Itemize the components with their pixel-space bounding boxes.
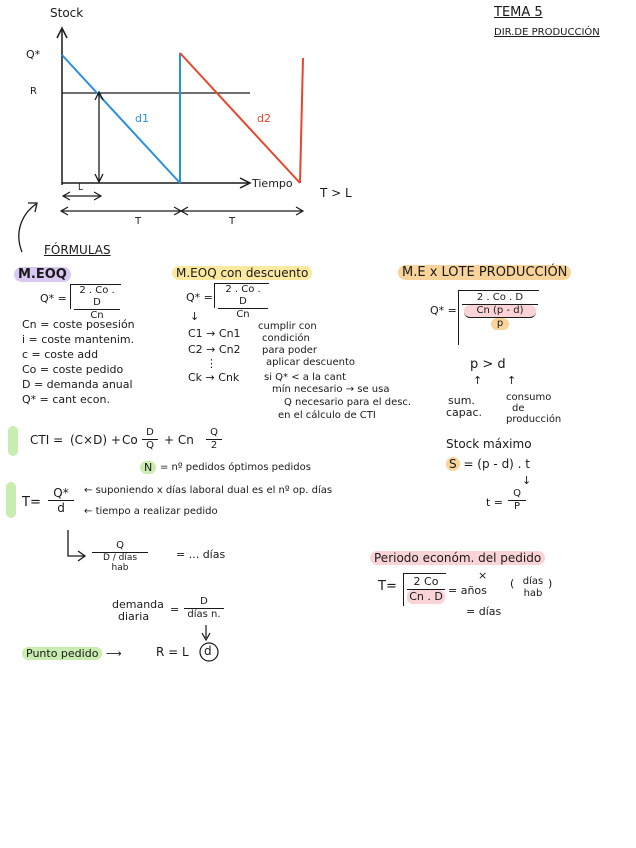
lote-title-text: M.E x LOTE PRODUCCIÓN xyxy=(398,265,571,280)
lote-numerator: 2 . Co . D xyxy=(462,292,538,305)
period-note2: ← tiempo a realizar pedido xyxy=(84,506,218,517)
lote-stock-title: Stock máximo xyxy=(446,437,532,451)
eoq-legend-1: i = coste mantenim. xyxy=(22,333,135,346)
period-label-1: T xyxy=(135,216,142,227)
cti-n-text: = nº pedidos óptimos pedidos xyxy=(160,462,311,473)
period-dd-fraction xyxy=(184,596,224,621)
lote-consumo-3: producción xyxy=(506,414,562,425)
eoq-desc-row-3: Ck → Cnk xyxy=(188,371,240,384)
cti-term3: + Cn xyxy=(164,433,194,447)
econ-eq1: = años xyxy=(448,584,487,597)
formulas-heading: FÓRMULAS xyxy=(44,243,111,257)
eoq-desc-rule-1: mín necesario → se usa xyxy=(272,384,390,395)
econ-den: Cn . D xyxy=(407,590,445,604)
eoq-legend-3: Co = coste pedido xyxy=(22,363,124,376)
cti-n-label: N xyxy=(140,461,156,474)
period-sub-den-bottom: hab xyxy=(111,563,129,573)
period-den: d xyxy=(57,501,65,515)
eoq-desc-row-0: C1 → Cn1 xyxy=(188,327,241,340)
eoq-desc-note-0: cumplir con xyxy=(258,321,317,332)
eoq-desc-title-text: M.EOQ con descuento xyxy=(172,266,312,280)
period-sub-num: Q xyxy=(92,540,148,553)
cti-lhs: CTI = xyxy=(30,433,64,447)
condition-label: T > L xyxy=(320,186,352,200)
cti-term3-den: 2 xyxy=(210,440,218,451)
econ-unit-open: ( xyxy=(510,577,515,590)
period-dd-eq: = xyxy=(170,603,180,616)
reorder-label-text: Punto pedido xyxy=(22,647,102,660)
cti-term2-num: D xyxy=(142,427,158,440)
cti-term3-num: Q xyxy=(206,427,222,440)
lote-q-lhs: Q* = xyxy=(430,304,457,317)
period-demanda-1: demanda xyxy=(112,598,164,611)
eoq-desc-q-lhs: Q* = xyxy=(186,291,213,304)
x-axis-label: Tiempo xyxy=(252,177,293,190)
econ-x: × xyxy=(478,569,488,582)
d1-label: d1 xyxy=(135,112,149,125)
econ-title-text: Periodo económ. del pedido xyxy=(370,551,545,565)
lote-t-num: Q xyxy=(508,488,526,501)
eoq-legend-0: Cn = coste posesión xyxy=(22,318,135,331)
reorder-arrow: ⟶ xyxy=(105,647,122,660)
q-star-label: Q* xyxy=(26,48,41,61)
eoq-denominator: Cn xyxy=(90,310,104,321)
period-sub-fraction xyxy=(92,540,148,573)
eoq-q-lhs: Q* = xyxy=(40,292,67,305)
lote-arrow-up-1: ↑ xyxy=(473,374,483,387)
econ-unit-fraction xyxy=(518,576,548,600)
cti-term2: Co xyxy=(122,433,138,447)
eoq-desc-note-3: aplicar descuento xyxy=(266,357,356,368)
lote-stock-rest: = (p - d) . t xyxy=(459,457,531,471)
econ-unit-top: días xyxy=(522,576,544,587)
eoq-title-text: M.EOQ xyxy=(14,267,71,282)
eoq-desc-note-2: para poder xyxy=(262,345,317,356)
y-axis-label: Stock xyxy=(50,6,84,20)
period-dd-den: días n. xyxy=(187,609,221,620)
reorder-formula: R = L xyxy=(156,645,189,659)
lote-p-gt-d: p > d xyxy=(470,357,506,372)
lote-sum-label-1: sum. xyxy=(448,394,475,407)
lote-den-bottom: p xyxy=(491,318,509,330)
eoq-desc-rule-2: Q necesario para el desc. xyxy=(284,397,412,408)
lote-t-den: P xyxy=(513,501,521,512)
eoq-legend-4: D = demanda anual xyxy=(22,378,133,391)
lote-consumo-2: de xyxy=(512,403,525,414)
period-sub-den xyxy=(92,553,148,573)
eoq-desc-rule-3: en el cálculo de CTI xyxy=(278,410,376,421)
period-note2-text: tiempo a realizar pedido xyxy=(95,506,218,517)
eoq-desc-arrow: ↓ xyxy=(190,310,200,323)
lote-arrow-up-2: ↑ xyxy=(507,374,517,387)
reorder-d: d xyxy=(204,644,212,658)
econ-num: 2 Co xyxy=(407,575,445,590)
econ-fraction xyxy=(407,575,445,604)
eoq-legend-2: c = coste add xyxy=(22,348,99,361)
period-label-2: T xyxy=(229,216,236,227)
page-title: TEMA 5 xyxy=(494,5,543,20)
period-demanda-2: diaria xyxy=(118,610,150,623)
lote-consumo-1: consumo xyxy=(506,392,552,403)
eoq-desc-denominator: Cn xyxy=(236,309,250,320)
econ-unit-close: ) xyxy=(548,577,553,590)
eoq-numerator: 2 . Co . D xyxy=(74,285,120,310)
eoq-desc-numerator: 2 . Co . D xyxy=(218,284,268,309)
d2-label: d2 xyxy=(257,112,271,125)
lead-time-label: L xyxy=(78,183,84,193)
period-sub-den-top: D / días xyxy=(102,553,138,563)
period-note1-text: suponiendo x días laboral dual es el nº op. días xyxy=(95,485,333,496)
lote-den-top: Cn (p - d) xyxy=(464,305,536,318)
econ-title xyxy=(370,552,545,565)
lote-sum-label-2: capac. xyxy=(446,406,483,419)
lote-stock-s: S xyxy=(446,457,460,471)
period-lhs: T= xyxy=(22,495,41,510)
cti-term1: (C×D) + xyxy=(70,433,121,447)
econ-lhs: T= xyxy=(378,579,397,594)
eoq-desc-row-2: ⋮ xyxy=(206,357,217,370)
lote-t-lhs: t = xyxy=(486,496,504,509)
page-subtitle: DIR.DE PRODUCCIÓN xyxy=(494,27,600,38)
cti-term2-den: Q xyxy=(146,440,154,451)
eoq-desc-note-1: condición xyxy=(262,333,310,344)
period-note1: ← suponiendo x días laboral dual es el nº op. días xyxy=(84,485,333,496)
period-equals: = ... días xyxy=(176,548,226,561)
period-dd-num: D xyxy=(184,596,224,609)
eoq-legend-5: Q* = cant econ. xyxy=(22,393,110,406)
r-label: R xyxy=(30,86,37,97)
eoq-desc-rule-0: si Q* < a la cant xyxy=(264,372,347,383)
reorder-label xyxy=(22,647,122,660)
econ-eq2: = días xyxy=(466,605,502,618)
lote-stock-arrow: ↓ xyxy=(522,474,532,487)
econ-unit-bottom: hab xyxy=(523,588,543,599)
period-num: Q* xyxy=(48,486,74,501)
eoq-desc-row-1: C2 → Cn2 xyxy=(188,343,241,356)
